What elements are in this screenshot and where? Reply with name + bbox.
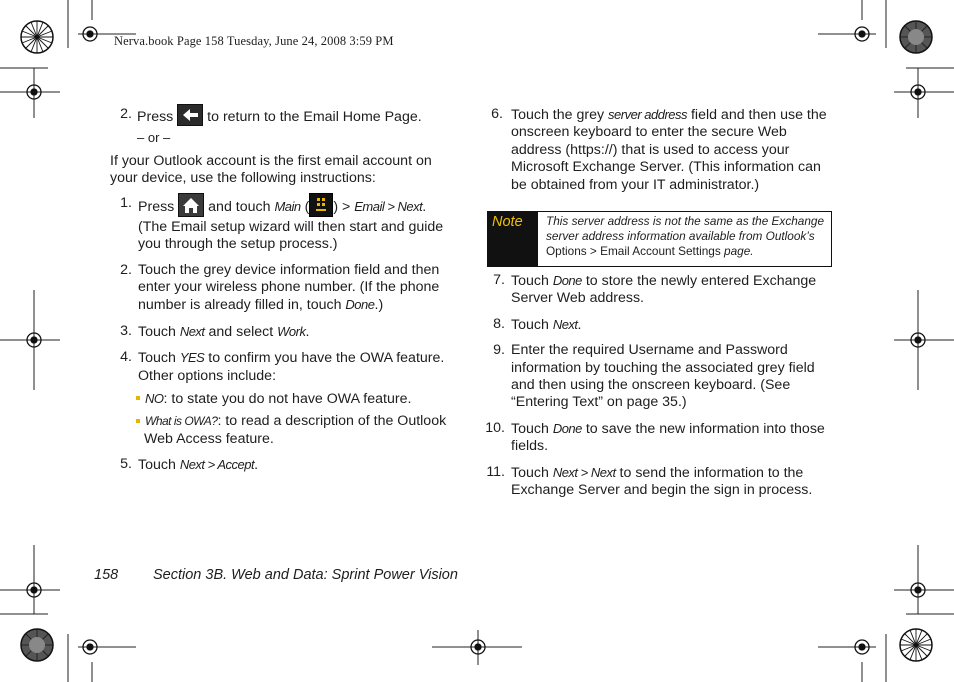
step-2b: 2. Touch the grey device information field and then enter your wireless phone number. (If the phone number is already filled in, touch Done.) [120,261,440,314]
step-2: 2. Press to return to the Email Home Page. [110,106,470,130]
note-box [487,211,832,267]
bullet-what-is-owa: What is OWA?: to read a description of the Outlook [136,413,470,430]
intro-line-2: your device, use the following instructions: [110,170,376,187]
back-button [177,104,203,126]
step-number: 2. [120,106,132,122]
or-separator: – or – [137,130,171,145]
right-column [483,106,838,194]
home-icon [179,194,203,216]
main-menu-button [309,193,333,217]
step-10: 10. Touch Done to save the new information into those fields. [485,419,825,455]
step-6: 6. Touch the grey server address field and then use the onscreen keyboard to enter the secure Web address (https://) that is used to access your Microsoft Exchange Server. (This information can be obtained from your IT administrator.) [491,106,827,193]
step-3: 3. Touch Next and select Work. [120,322,310,340]
back-arrow-icon [178,105,202,125]
step-9: 9. Enter the required Username and Password information by touching the associated grey field and then using the onscreen keyboard. (See “Entering Text” on page 35.) [493,342,815,411]
print-header: Nerva.book Page 158 Tuesday, June 24, 2008 3:59 PM [114,34,394,48]
step-11: 11. Touch Next > Next to send the information to the Exchange Server and begin the sign in process. [486,463,813,499]
bullet-icon [136,419,140,423]
step-4: 4. Touch YES to confirm you have the OWA feature. Other options include: NO: to state you do not have OWA feature. What is OWA?: to read a description of the Outlook Web Access feature. [110,349,470,448]
step-5: 5. Touch Next > Accept. [120,456,259,474]
step-8: 8. Touch Next. [493,315,582,333]
note-text: This server address is not the same as the Exchange server address information available from Outlook’s Options > Email Account Settings page. [546,214,825,258]
main-menu-icon [310,194,332,216]
bullet-icon [136,396,140,400]
step-7: 7. Touch Done to store the newly entered Exchange Server Web address. [493,272,817,307]
step-1: 1. Press and touch Main ( ) > Email > Next. (The Email setup wizard will then start and guide you through the setup process.) [120,194,444,253]
left-column [110,106,470,475]
page-number: 158 [94,567,119,583]
home-button [178,193,204,217]
bullet-no: NO: to state you do not have OWA feature. [136,390,470,408]
right-column-lower [483,272,838,499]
section-title: Section 3B. Web and Data: Sprint Power Vision [153,567,458,583]
note-label: Note [488,212,538,266]
intro-line-1: If your Outlook account is the first email account on [110,153,432,169]
